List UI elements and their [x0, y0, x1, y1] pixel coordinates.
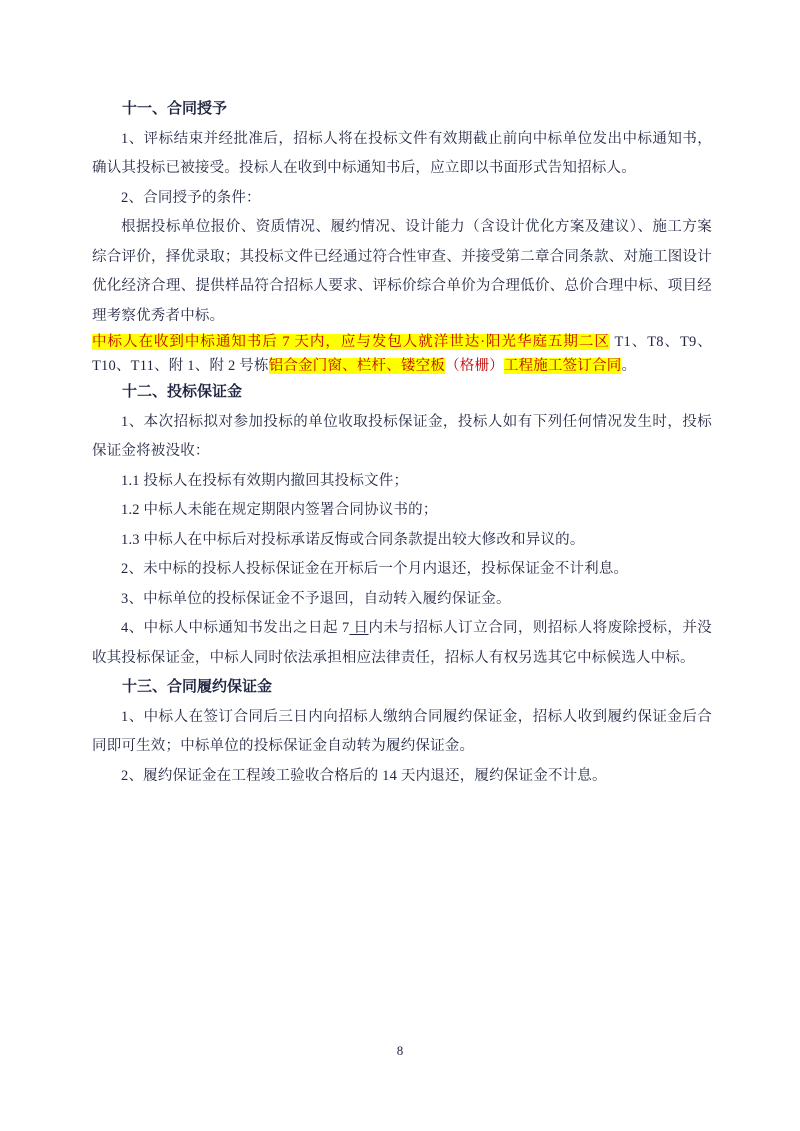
- section-11-paragraph-1: 1、评标结束并经批准后，招标人将在投标文件有效期截止前向中标单位发出中标通知书，确认其投标已被接受。投标人在收到中标通知书后，应立即以书面形式告知招标人。: [92, 130, 712, 176]
- section-12-paragraph-1: 1、本次招标拟对参加投标的单位收取投标保证金，投标人如有下列任何情况发生时，投标保证金将被没收：: [92, 413, 712, 459]
- text-segment: 4、中标人中标通知书发出之日起 7: [121, 620, 350, 636]
- section-12-item-1-3: 1.3 中标人在中标后对投标承诺反悔或合同条款提出较大修改和异议的。: [121, 531, 585, 548]
- section-11-heading: 十一、合同授予: [122, 101, 228, 117]
- text-segment: 内未与招标人订立合同，则招标人将废除授标，并没收其投标保证金，中标人同时依法承担相应法律责任，招标人有权另选其它中标候选人中标。: [92, 620, 713, 666]
- section-12-item-1-1: 1.1 投标人在投标有效期内撤回其投标文件；: [121, 472, 409, 489]
- document-content: [92, 95, 712, 791]
- section-12-item-2: 2、未中标的投标人投标保证金在开标后一个月内退还，投标保证金不计利息。: [121, 561, 629, 577]
- highlighted-text-segment: 工程施工签订合同: [503, 357, 622, 374]
- section-11-paragraph-3: 根据投标单位报价、资质情况、履约情况、设计能力（含设计优化方案及建议）、施工方案综合评价，择优录取；其投标文件已经通过符合性审查、并接受第二章合同条款、对施工图设计优化经济合理、提供样品符合招标人要求、评标价综合单价为合理低价、总价合理中标、项目经理考察优秀者中标。: [92, 219, 712, 324]
- section-13-heading: 十三、合同履约保证金: [122, 679, 273, 695]
- plain-text-segment: T1、T8、T9、T10、T11、附 1、附 2 号栋: [92, 334, 712, 374]
- section-11-highlighted-paragraph: [92, 331, 712, 378]
- section-12-heading: 十二、投标保证金: [122, 384, 243, 400]
- section-13-paragraph-1: 1、中标人在签订合同后三日内向招标人缴纳合同履约保证金，招标人收到履约保证金后合同即可生效；中标单位的投标保证金自动转为履约保证金。: [92, 708, 712, 754]
- plain-text-segment: 。: [621, 357, 637, 374]
- underlined-text-segment: 日: [349, 620, 369, 636]
- section-13-paragraph-2: 2、履约保证金在工程竣工验收合格后的 14 天内退还，履约保证金不计息。: [121, 767, 607, 784]
- page-number: 8: [396, 1043, 404, 1058]
- section-12-item-3: 3、中标单位的投标保证金不予退回，自动转入履约保证金。: [121, 590, 511, 607]
- highlighted-text-segment: 中标人在收到中标通知书后 7 天内，应与发包人就洋世达·阳光华庭五期二区: [92, 334, 610, 350]
- section-11-paragraph-2: 2、合同授予的条件：: [121, 189, 261, 206]
- red-text-segment: （格栅）: [445, 357, 504, 374]
- highlighted-text-segment: 铝合金门窗、栏杆、镂空板: [268, 357, 446, 374]
- section-12-item-4: [92, 614, 712, 673]
- section-12-item-1-2: 1.2 中标人未能在规定期限内签署合同协议书的；: [121, 502, 438, 518]
